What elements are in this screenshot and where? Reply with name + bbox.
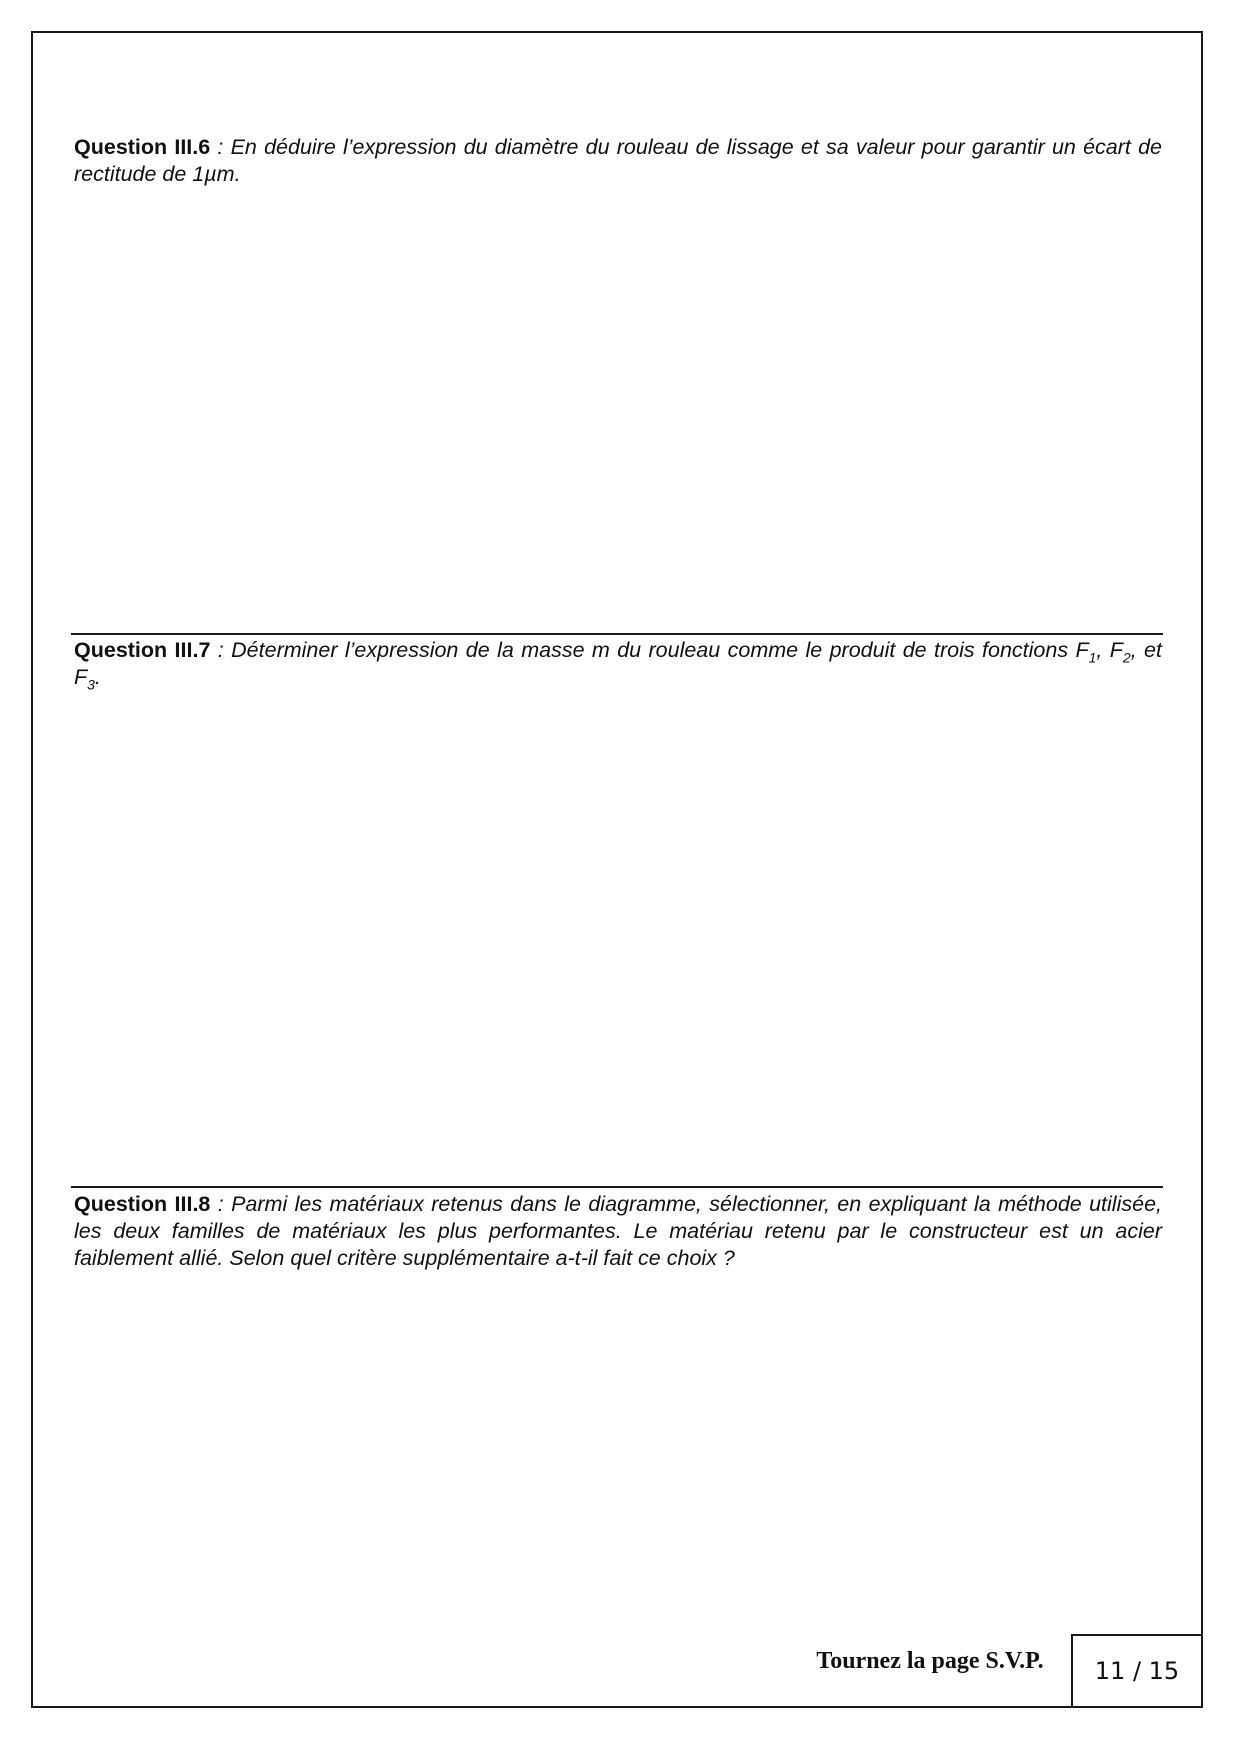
subscript: 2 <box>1122 649 1131 666</box>
page-frame <box>31 31 1203 1708</box>
question-label: Question III.6 <box>74 135 211 159</box>
question-text: : En déduire l’expression du diamètre du rouleau de lissage et sa valeur pour garantir un écart de rectitude de 1µm. <box>74 135 1162 186</box>
answer-separator <box>71 1186 1163 1188</box>
question-text: : Déterminer l’expression de la masse m du rouleau comme le produit de trois fonctions $F_1$, $F_2$, et $F_3$. <box>74 638 1162 693</box>
question-text: : Parmi les matériaux retenus dans le diagramme, sélectionner, en expliquant la méthode utilisée, les deux familles de matériaux les plus performantes. Le matériau retenu par le constructeur est un acier faiblement allié. Selon quel critère supplémentaire a-t-il fait ce choix ? <box>74 1192 1162 1270</box>
question-label: Question III.7 <box>74 638 211 662</box>
turn-page-note: Tournez la page S.V.P. <box>816 1648 1044 1674</box>
question-iii-6 <box>74 134 1162 188</box>
question-label: Question III.8 <box>74 1192 211 1216</box>
question-iii-7 <box>74 637 1162 691</box>
page-number: 11 / 15 <box>1071 1634 1203 1708</box>
subscript: 1 <box>1088 649 1097 666</box>
subscript: 3 <box>87 676 95 693</box>
question-iii-8 <box>74 1191 1162 1272</box>
answer-separator <box>71 633 1163 635</box>
